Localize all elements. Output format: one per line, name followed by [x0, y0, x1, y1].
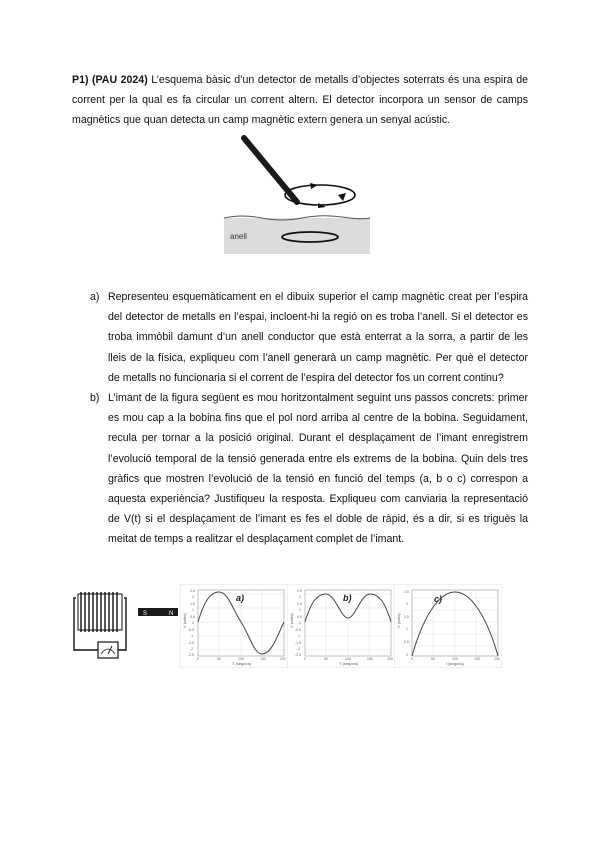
svg-text:200: 200 — [494, 657, 500, 661]
svg-text:200: 200 — [280, 657, 286, 661]
svg-text:-2.5: -2.5 — [295, 653, 302, 657]
svg-text:-1.5: -1.5 — [188, 641, 195, 645]
problem-label: P1) (PAU 2024) — [72, 74, 148, 86]
magnet-north-label: N — [169, 611, 174, 617]
graph-a — [180, 584, 288, 668]
svg-text:0: 0 — [406, 653, 408, 657]
svg-text:100: 100 — [345, 657, 351, 661]
svg-text:1.5: 1.5 — [297, 602, 302, 606]
question-a — [90, 287, 528, 388]
question-label: a) — [90, 291, 100, 303]
svg-text:1.5: 1.5 — [404, 615, 409, 619]
question-text: L’imant de la figura següent es mou horitzontalment seguint uns passos concrets: primer es mou cap a la bobina fins que el pol nord arriba al centre de la bobina. Seguidament, recula per tornar a la posició original. Durant el desplaçament de l’imant enregistrem l’evolució temporal de la tensió generada entre els extrems de la bobina. Quin dels tres gràfics que mostren l’evolució de la tensió en funció del temps (a, b o c) correspon a aquesta experiència? Justifiqueu la resposta. Expliqueu com canviaria la representació de V(t) si el desplaçament de l’imant es fes el doble de ràpid, és a dir, si es triguès la meitat de temps a realitzar el desplaçament complet de l’imant. — [108, 392, 528, 546]
svg-text:0: 0 — [411, 657, 413, 661]
coil-magnet-figure — [72, 586, 182, 664]
problem-intro: L’esquema bàsic d’un detector de metalls d’objectes soterrats és una espira de corrent per la qual es fa circular un corrent altern. El detector incorpora un sensor de camps magnètics que quan detecta un camp magnètic extern genera un senyal acústic. — [72, 74, 528, 126]
metal-detector-figure — [222, 132, 372, 254]
svg-text:0: 0 — [304, 657, 306, 661]
svg-text:-1: -1 — [190, 634, 194, 638]
svg-text:0.5: 0.5 — [404, 640, 409, 644]
magnet-south-label: S — [143, 611, 148, 617]
svg-text:1.5: 1.5 — [190, 602, 195, 606]
svg-text:-2: -2 — [297, 647, 301, 651]
question-text: Representeu esquemàticament en el dibuix superior el camp magnètic creat per l’espira del detector de metalls en l’espai, incloent-hi la regió on es troba l’anell. Si el detector es troba immòbil damunt d’un anell conductor que està enterrat a la sorra, a partir de les lleis de la física, expliqueu com l’anell generarà un camp magnètic. Per què el detector de metalls no funcionaria si el corrent de l’espira del detector fos un corrent continu? — [108, 291, 528, 384]
y-axis-label: V (volts) — [182, 613, 187, 628]
problem-statement — [72, 70, 528, 130]
ring-label: anell — [230, 232, 247, 241]
svg-text:2.5: 2.5 — [404, 590, 409, 594]
svg-text:-1: -1 — [297, 634, 301, 638]
svg-text:150: 150 — [367, 657, 373, 661]
svg-text:-0.5: -0.5 — [188, 628, 195, 632]
svg-text:100: 100 — [452, 657, 458, 661]
svg-text:200: 200 — [387, 657, 393, 661]
svg-text:1: 1 — [192, 608, 194, 612]
svg-text:0.5: 0.5 — [190, 615, 195, 619]
graph-tag: b) — [343, 593, 352, 603]
svg-text:-2.5: -2.5 — [188, 653, 195, 657]
svg-text:50: 50 — [324, 657, 328, 661]
x-axis-label: T (segons) — [232, 661, 252, 666]
svg-text:0: 0 — [192, 621, 194, 625]
svg-text:150: 150 — [474, 657, 480, 661]
svg-text:2.5: 2.5 — [190, 589, 195, 593]
graph-tag: a) — [236, 593, 245, 603]
graph-b — [287, 584, 395, 668]
question-b — [90, 388, 528, 550]
graph-c — [394, 584, 502, 668]
svg-text:1: 1 — [406, 627, 408, 631]
question-list — [90, 287, 528, 550]
graph-tag: c) — [434, 594, 443, 604]
svg-text:100: 100 — [238, 657, 244, 661]
svg-text:50: 50 — [431, 657, 435, 661]
x-axis-label: T (segons) — [339, 661, 359, 666]
svg-text:2.5: 2.5 — [297, 589, 302, 593]
svg-text:0: 0 — [197, 657, 199, 661]
svg-text:2: 2 — [299, 595, 301, 599]
svg-text:0: 0 — [299, 621, 301, 625]
y-axis-label: V (volts) — [396, 613, 401, 628]
x-axis-label: t (segons) — [446, 661, 464, 666]
svg-text:50: 50 — [217, 657, 221, 661]
y-axis-label: V (volts) — [289, 613, 294, 628]
svg-text:-2: -2 — [190, 647, 194, 651]
svg-text:0.5: 0.5 — [297, 615, 302, 619]
svg-text:2: 2 — [406, 602, 408, 606]
svg-text:-0.5: -0.5 — [295, 628, 302, 632]
svg-text:150: 150 — [260, 657, 266, 661]
svg-text:1: 1 — [299, 608, 301, 612]
svg-text:-1.5: -1.5 — [295, 641, 302, 645]
svg-text:2: 2 — [192, 595, 194, 599]
question-label: b) — [90, 392, 100, 405]
